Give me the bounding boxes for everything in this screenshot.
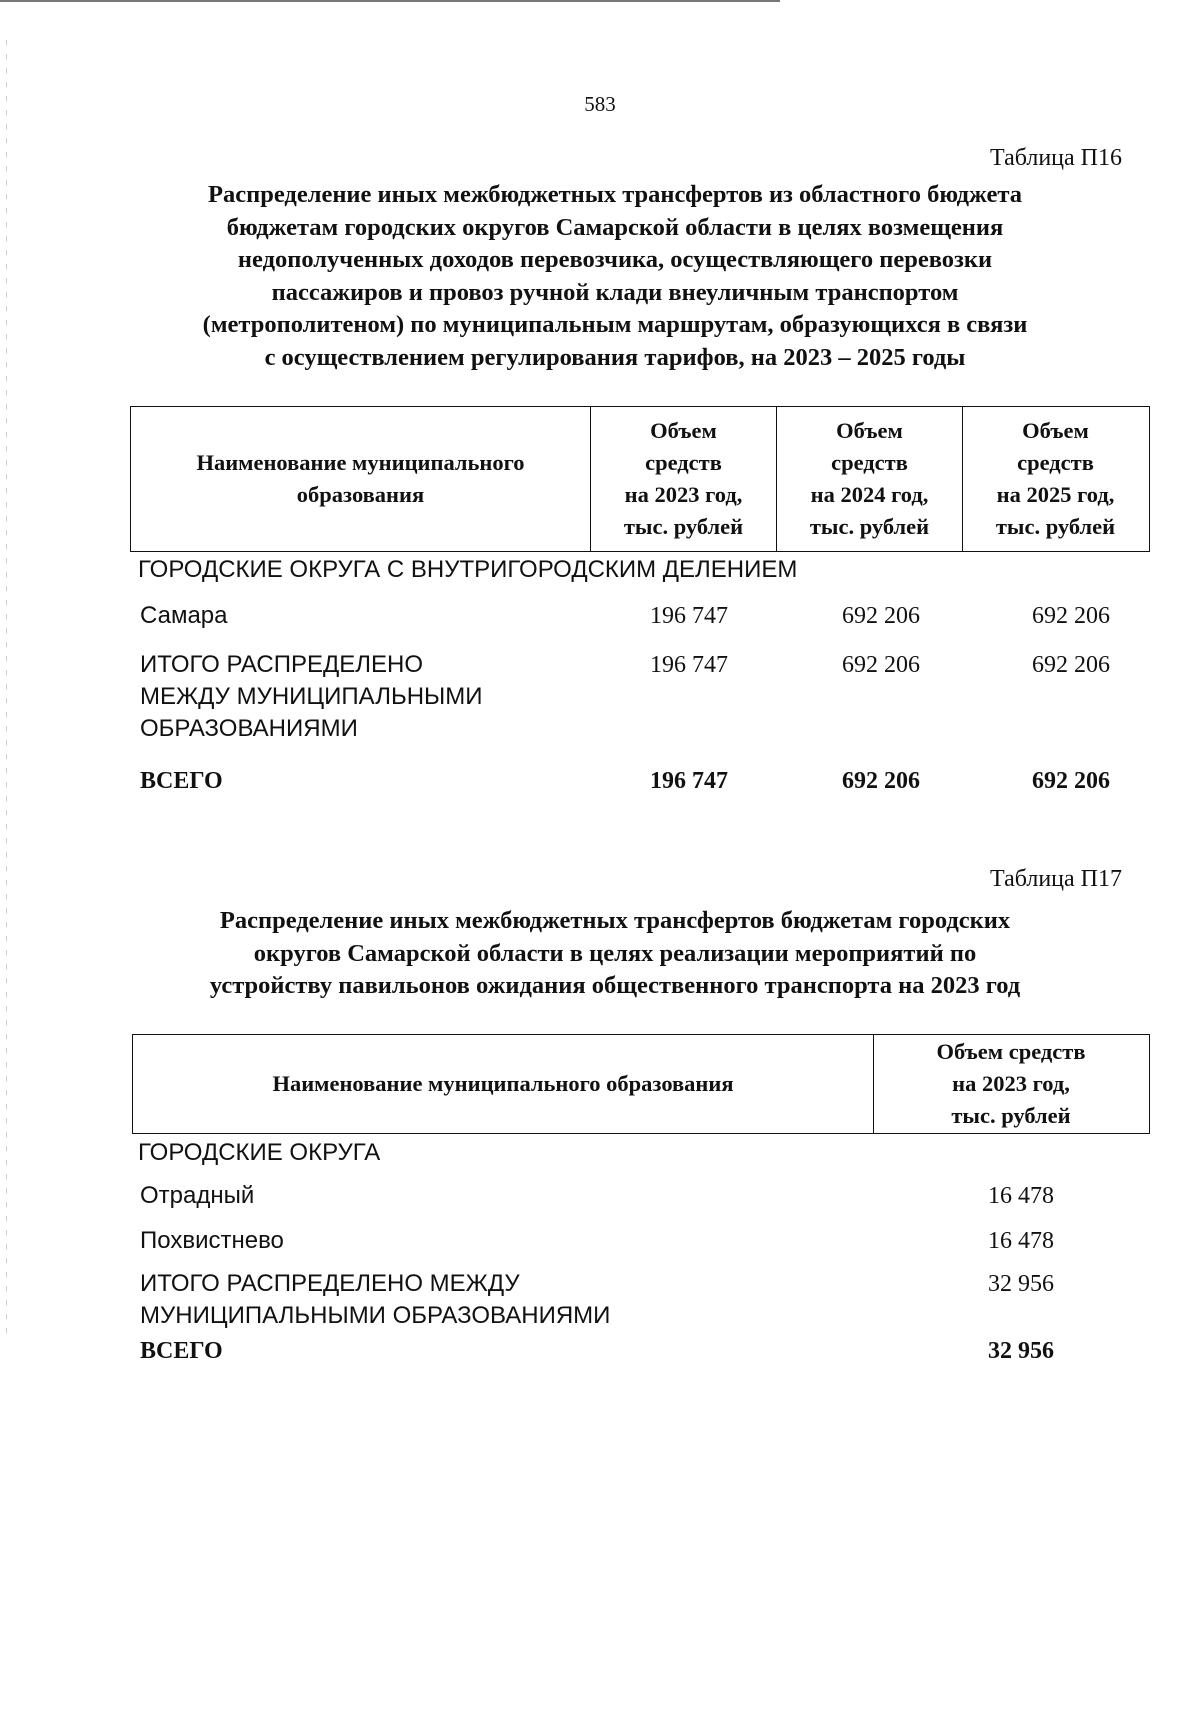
header-name-cell: [131, 407, 591, 551]
title-line: пассажиров и провоз ручной клади внеуличным транспортом: [271, 278, 959, 306]
header-line: тыс. рублей: [951, 1103, 1071, 1128]
row-name: Отрадный: [140, 1182, 255, 1209]
header-2023-cell: [591, 407, 777, 551]
header-line: образования: [296, 482, 425, 507]
total-value-2023: 196 747: [650, 768, 728, 794]
header-line: средств: [831, 450, 908, 475]
page-number: 583: [584, 92, 616, 116]
row-value-2023: 196 747: [650, 603, 728, 629]
header-line: тыс. рублей: [809, 514, 930, 539]
scan-artifact-top: [0, 0, 780, 2]
header-line: на 2023 год,: [624, 482, 743, 507]
row-name: МУНИЦИПАЛЬНЫМИ ОБРАЗОВАНИЯМИ: [140, 1302, 611, 1329]
header-line: тыс. рублей: [995, 514, 1116, 539]
header-line: Объем: [650, 418, 717, 443]
row-value-2024: 692 206: [842, 652, 920, 678]
header-line: на 2024 год,: [810, 482, 929, 507]
header-2023-cell: [874, 1035, 1148, 1133]
table-label-p17: Таблица П17: [990, 866, 1122, 892]
title-line: бюджетам городских округов Самарской области в целях возмещения: [226, 213, 1004, 241]
row-name: ИТОГО РАСПРЕДЕЛЕНО: [140, 651, 423, 678]
row-name: Самара: [140, 602, 228, 629]
header-line: средств: [645, 450, 722, 475]
table-title-p17: [120, 905, 1110, 1003]
section-title-p16: ГОРОДСКИЕ ОКРУГА С ВНУТРИГОРОДСКИМ ДЕЛЕНИЕМ: [138, 556, 798, 583]
header-2024-cell: [777, 407, 963, 551]
header-line: тыс. рублей: [623, 514, 744, 539]
header-name-cell: [133, 1035, 874, 1133]
header-line: средств: [1017, 450, 1094, 475]
total-value-2025: 692 206: [1032, 768, 1110, 794]
header-2025-cell: [963, 407, 1148, 551]
header-line: Наименование муниципального образования: [272, 1071, 734, 1096]
header-line: Объем: [836, 418, 903, 443]
row-value-2023: 196 747: [650, 652, 728, 678]
total-value-2024: 692 206: [842, 768, 920, 794]
title-line: Распределение иных межбюджетных трансфертов бюджетам городских: [219, 907, 1011, 934]
title-line: недополученных доходов перевозчика, осуществляющего перевозки: [237, 246, 993, 273]
row-value-2025: 692 206: [1032, 652, 1110, 678]
table-title-p16: [120, 179, 1110, 374]
header-line: на 2023 год,: [952, 1071, 1070, 1096]
section-title-p17: ГОРОДСКИЕ ОКРУГА: [138, 1139, 381, 1166]
row-name: Похвистнево: [140, 1227, 284, 1254]
row-value-2025: 692 206: [1032, 603, 1110, 629]
row-name: ОБРАЗОВАНИЯМИ: [140, 715, 358, 742]
total-label: ВСЕГО: [140, 768, 223, 794]
header-line: на 2025 год,: [996, 482, 1115, 507]
row-value-2024: 692 206: [842, 603, 920, 629]
table-label-p16: Таблица П16: [990, 145, 1122, 171]
table-header-p17: [132, 1034, 1150, 1134]
total-value-2023: 32 956: [988, 1338, 1054, 1364]
header-line: Наименование муниципального: [196, 450, 525, 475]
scan-artifact-left: [6, 40, 7, 1340]
row-name: МЕЖДУ МУНИЦИПАЛЬНЫМИ: [140, 683, 483, 710]
title-line: устройству павильонов ожидания общественного транспорта на 2023 год: [209, 972, 1021, 999]
title-line: (метрополитеном) по муниципальным маршрутам, образующихся в связи: [202, 311, 1028, 338]
row-value-2023: 16 478: [988, 1183, 1054, 1209]
header-line: Объем: [1022, 418, 1089, 443]
total-label: ВСЕГО: [140, 1338, 223, 1364]
header-line: Объем средств: [936, 1039, 1086, 1064]
row-value-2023: 16 478: [988, 1228, 1054, 1254]
title-line: округов Самарской области в целях реализации мероприятий по: [253, 939, 977, 967]
table-header-p16: [130, 406, 1150, 552]
title-line: с осуществлением регулирования тарифов, на 2023 – 2025 годы: [264, 343, 966, 371]
row-value-2023: 32 956: [988, 1271, 1054, 1297]
row-name: ИТОГО РАСПРЕДЕЛЕНО МЕЖДУ: [140, 1270, 520, 1297]
title-line: Распределение иных межбюджетных трансфертов из областного бюджета: [208, 181, 1022, 208]
